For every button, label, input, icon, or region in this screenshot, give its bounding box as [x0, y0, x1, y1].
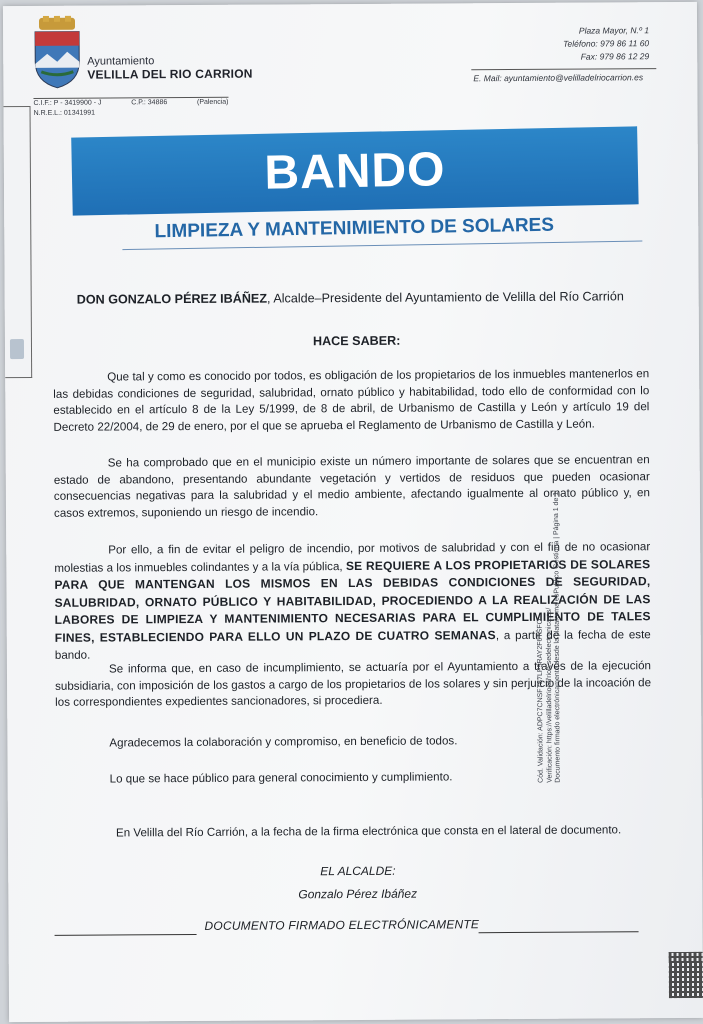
mayor-name: DON GONZALO PÉREZ IBÁÑEZ	[76, 291, 268, 307]
paragraph-4: Se informa que, en caso de incumplimiento, se actuaría por el Ayuntamiento a través de la ejecución subsidiaria, con imposición de los gastos a cargo de los propietarios de los solares y sin perjuicio de la incoación de los correspondientes expedientes sancionadores, si procediera.	[55, 659, 652, 710]
validation-code: Cód. Validación: ADPC7CNSF7S7LP5RAY2F6TSFO	[536, 618, 545, 783]
intro-line	[77, 288, 673, 308]
paragraph-3-end: , a partir de la fecha de este bando.	[54, 628, 651, 662]
stamp-seal	[10, 339, 24, 359]
paragraph-3-start: Por ello, a fin de evitar el peligro de incendio, por motivos de salubridad y con el fin de no ocasionar molestias a los inmuebles colindantes y a la vía pública,	[54, 540, 651, 575]
qr-code-icon	[669, 952, 703, 998]
contact-divider	[471, 68, 656, 70]
document-page	[3, 2, 703, 1022]
signed-electronically: DOCUMENTO FIRMADO ELECTRÓNICAMENTE	[204, 917, 480, 933]
title-banner	[71, 126, 638, 215]
signer-name: Gonzalo Pérez Ibáñez	[298, 886, 418, 902]
postal-code: C.P.: 34886	[131, 99, 168, 107]
org-name: VELILLA DEL RIO CARRION	[87, 66, 253, 82]
platform-note: Documento firmado electrónicamente desde la plataforma esPublico Gestiona | Página 1 de 1	[552, 491, 562, 783]
stamp-text	[14, 122, 15, 362]
province: (Palencia)	[196, 98, 229, 106]
signer-role: EL ALCALDE:	[320, 863, 396, 879]
email: E. Mail: ayuntamiento@velilladelriocarrion.es	[473, 72, 644, 84]
document-title: BANDO	[263, 142, 446, 200]
paragraph-2: Se ha comprobado que en el municipio existe un número importante de solares que se encuentran en estado de abandono, presentando abundante vegetación y vertidos de residuos que pueden ocasionar consecuencias negativas para la salubridad y el medio ambiente, afectando igualmente al ornato público y, en casos extremos, suponiendo un riesgo de incendio.	[53, 453, 650, 520]
paragraph-5: Agradecemos la colaboración y compromiso, en beneficio de todos.	[109, 734, 458, 750]
verification-url: Verificación: https://velilladelriocarrion.sedelectronica.es/	[545, 607, 554, 783]
verification-text	[535, 383, 563, 783]
fax: Fax: 979 86 12 29	[580, 51, 650, 62]
paragraph-6: Lo que se hace público para general conocimiento y cumplimiento.	[109, 770, 453, 786]
org-label: Ayuntamiento	[87, 55, 155, 68]
address: Plaza Mayor, N.º 1	[578, 25, 650, 36]
document-subtitle: LIMPIEZA Y MANTENIMIENTO DE SOLARES	[154, 214, 555, 243]
nrel: N.R.E.L.: 01341991	[33, 109, 96, 117]
mayor-title: , Alcalde–Presidente del Ayuntamiento de Velilla del Río Carrión	[266, 289, 624, 306]
paragraph-7: En Velilla del Río Carrión, a la fecha de la firma electrónica que consta en el lateral de documento.	[115, 823, 622, 840]
paragraph-1: Que tal y como es conocido por todos, es obligación de los propietarios de los inmuebles mantenerlos en las debidas condiciones de seguridad, salubridad, ornato público y habitabilidad, todo ello de conformidad con lo establecido en el artículo 8 de la Ley 5/1999, de 8 de abril, de Urbanismo de Castilla y León y artículo 19 del Decreto 22/2004, de 29 de enero, por el que se aprueba el Reglamento de Urbanismo de Castilla y León.	[53, 367, 650, 434]
paragraph-3-requirement: SE REQUIERE A LOS PROPIETARIOS DE SOLARES PARA QUE MANTENGAN LOS MISMOS EN LAS DEBIDAS CONDICIONES DE SEGURIDAD, SALUBRIDAD, ORNATO PÚBLICO Y HABITABILIDAD, PROCEDIENDO A LA REALIZACIÓN DE LAS LABORES DE LIMPIEZA Y MANTENIMIENTO NECESARIAS PARA EL CUMPLIMIENTO DE TALES FINES, ESTABLECIENDO PARA ELLO UN PLAZO DE CUATRO SEMANAS	[54, 556, 651, 645]
municipal-coat-of-arms-icon	[31, 16, 83, 90]
municipality-name	[87, 55, 252, 82]
cif: C.I.F.: P - 3419900 - J	[33, 99, 102, 107]
hace-saber-heading: HACE SABER:	[312, 333, 401, 349]
cif-row	[33, 97, 228, 107]
signature-rule-right	[479, 931, 639, 933]
contact-block	[563, 24, 649, 64]
phone: Teléfono: 979 86 11 60	[563, 38, 650, 49]
registry-stamp-icon	[4, 106, 33, 378]
signature-rule-left	[55, 934, 197, 936]
